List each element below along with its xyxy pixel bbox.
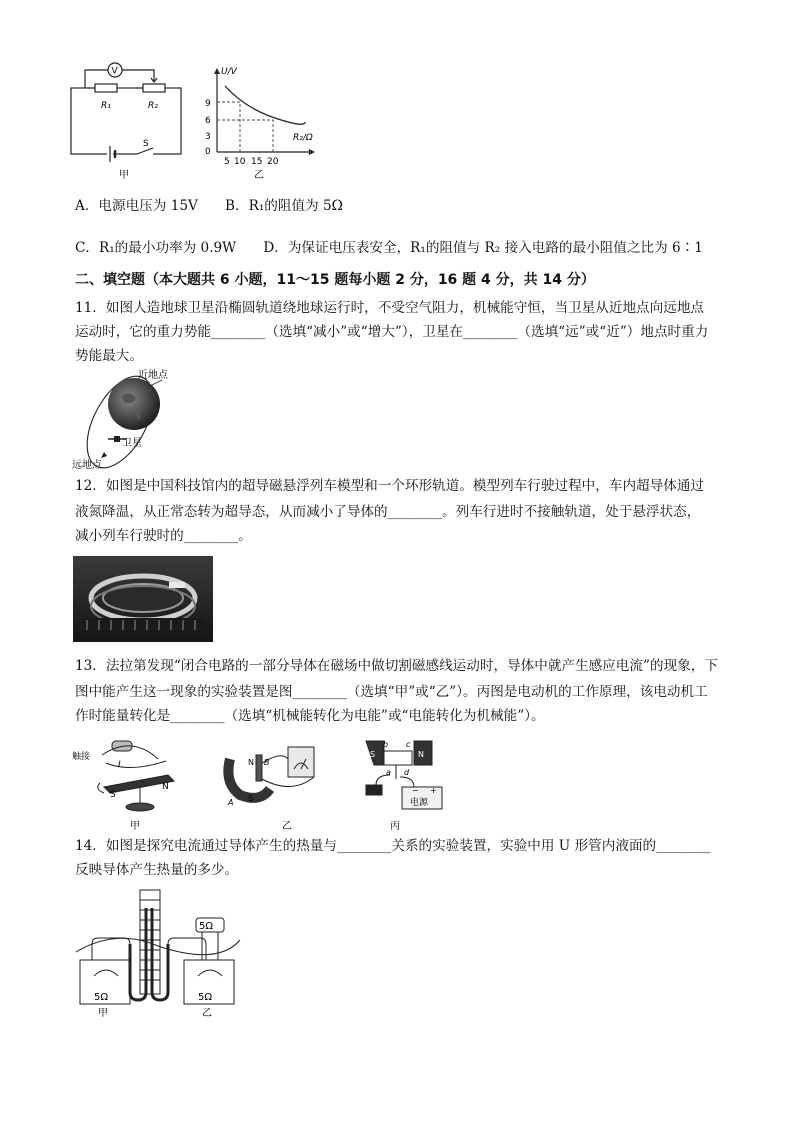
external-resistor-label: 5Ω — [199, 921, 214, 932]
figure-yi-caption: 乙 — [282, 821, 292, 832]
figure-jia — [98, 741, 174, 811]
x-tick: 10 — [234, 157, 246, 167]
q13-figure — [70, 733, 450, 833]
x-tick: 20 — [267, 157, 279, 167]
y-tick: 9 — [205, 99, 211, 109]
right-resistor-label: 5Ω — [198, 992, 213, 1003]
coil-b-label: b — [383, 740, 389, 749]
magnet-s-label: S — [248, 794, 254, 803]
r2-label: R₂ — [148, 101, 158, 111]
r-axis-label: R₂/Ω — [293, 133, 313, 143]
satellite-orbit-figure — [70, 366, 190, 472]
y-tick: 6 — [205, 116, 211, 126]
q10-figure — [65, 60, 335, 185]
q14-figure — [72, 888, 242, 1020]
coil-d-label: d — [404, 768, 410, 777]
x-tick: 15 — [251, 157, 263, 167]
battery-plus-label: + — [430, 786, 437, 795]
q11-line-3: 势能最大。 — [75, 348, 143, 364]
bing-n-label: N — [418, 750, 424, 759]
x-tick: 5 — [224, 157, 230, 167]
conductor-a-label: A — [228, 798, 234, 807]
coil-c-label: c — [406, 740, 411, 749]
satellite-label: 卫星 — [122, 438, 142, 449]
q14-line-1: 14．如图是探究电流通过导体产生的热量与________关系的实验装置，实验中用 U 形管内液面的________ — [75, 838, 711, 854]
conductor-b-label: B — [264, 758, 270, 767]
q10-option-ab: A．电源电压为 15V B．R₁的阻值为 5Ω — [75, 198, 343, 214]
q13-line-1: 13．法拉第发现“闭合电路的一部分导体在磁场中做切割磁感线运动时，导体中就产生感应电流”的现象，下 — [75, 658, 718, 674]
figure-bing-caption: 丙 — [390, 821, 400, 832]
q13-line-3: 作时能量转化是________（选填“机械能转化为电能”或“电能转化为机械能”）。 — [75, 708, 545, 724]
left-container-caption: 甲 — [98, 1008, 108, 1019]
power-source-label: 电源 — [410, 798, 429, 808]
q13-line-2: 图中能产生这一现象的实验装置是图________（选填“甲”或“乙”）。丙图是电动机的工作原理，该电动机工 — [75, 684, 708, 700]
magnet-n-label: N — [248, 758, 254, 767]
current-label: I — [118, 760, 121, 770]
circuit-diagram — [71, 63, 181, 162]
coil-a-label: a — [386, 768, 391, 777]
south-pole-label: S — [110, 790, 116, 800]
graph-caption: 乙 — [254, 170, 264, 181]
q14-line-2: 反映导体产生热量的多少。 — [75, 862, 239, 878]
figure-yi — [228, 747, 314, 798]
q11-line-1: 11．如图人造地球卫星沿椭圆轨道绕地球运行时，不受空气阻力，机械能守恒，当卫星从近地点向远地点 — [75, 300, 705, 316]
voltmeter-label: V — [111, 66, 118, 77]
q10-option-cd: C．R₁的最小功率为 0.9W D．为保证电压表安全，R₁的阻值与 R₂ 接入电路的最小阻值之比为 6∶1 — [75, 240, 703, 256]
near-point-label: 近地点 — [138, 370, 168, 381]
r1-label: R₁ — [101, 101, 111, 111]
q12-line-1: 12．如图是中国科技馆内的超导磁悬浮列车模型和一个环形轨道。模型列车行驶过程中，车内超导体通过 — [75, 478, 705, 494]
maglev-track-photo — [73, 556, 213, 642]
bing-s-label: S — [370, 750, 376, 759]
q12-line-3: 减小列车行驶时的________。 — [75, 528, 252, 544]
figure-jia-caption: 甲 — [130, 821, 140, 832]
battery-minus-label: − — [412, 786, 419, 795]
u-axis-label: U/V — [221, 67, 237, 77]
y-tick: 3 — [205, 132, 211, 142]
section-heading: 二、填空题（本大题共 6 小题，11～15 题每小题 2 分，16 题 4 分，共 14 分） — [75, 272, 595, 288]
earth-icon — [108, 378, 160, 430]
north-pole-label: N — [162, 782, 169, 792]
q11-line-2: 运动时，它的重力势能________（选填“减小”或“增大”），卫星在________（选填“远”或“近”）地点时重力 — [75, 324, 709, 340]
y-tick: 0 — [205, 147, 211, 157]
circuit-caption: 甲 — [119, 170, 129, 181]
right-container-caption: 乙 — [202, 1008, 212, 1019]
touch-label: 触接 — [72, 752, 91, 762]
switch-label: S — [143, 139, 149, 149]
left-resistor-label: 5Ω — [94, 992, 109, 1003]
q12-line-2: 液氮降温，从正常态转为超导态，从而减小了导体的________。列车行进时不接触轨道，处于悬浮状态， — [75, 504, 701, 520]
far-point-label: 远地点 — [72, 460, 102, 471]
